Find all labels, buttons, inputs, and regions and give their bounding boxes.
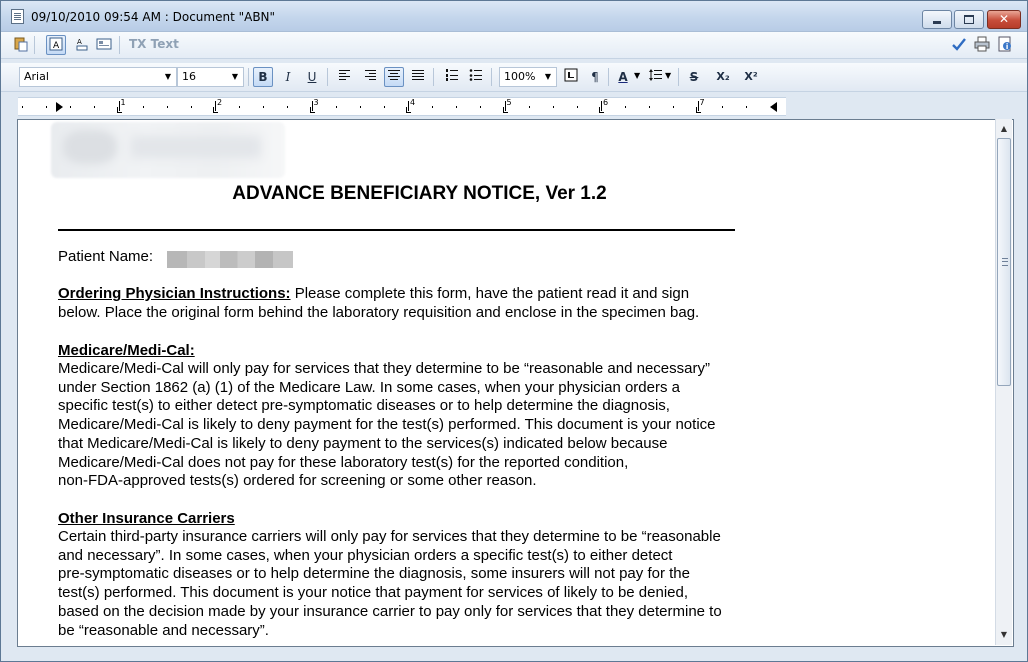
first-indent-marker[interactable] bbox=[56, 102, 63, 112]
align-right-icon[interactable] bbox=[360, 67, 380, 87]
ruler-dot bbox=[673, 106, 674, 108]
ruler-dot bbox=[625, 106, 626, 108]
paste-icon[interactable] bbox=[11, 35, 31, 55]
ruler-dot bbox=[94, 106, 95, 108]
align-justify-icon[interactable] bbox=[408, 67, 428, 87]
text-box-icon[interactable] bbox=[46, 35, 66, 55]
ruler-number: 3 bbox=[313, 98, 319, 107]
other-insurance-body: Certain third-party insurance carriers will only pay for services that they determine to be “reasonable and necessary”. In some cases, when your physician orders a specific test(s) to either detect pre-symptomatic diseases or to help determine the diagnosis, some insurers will not pay for the test(s) performed. This document is your notice that payment for services of likely to be denied, based on the decision made by your insurance carrier to pay only for services that they determine to be “reasonable and necessary”. bbox=[58, 528, 722, 639]
ruler-number: 4 bbox=[410, 98, 416, 107]
other-insurance-heading: Other Insurance Carriers bbox=[58, 510, 235, 527]
horizontal-ruler[interactable] bbox=[18, 97, 786, 116]
ruler-dot bbox=[239, 106, 240, 108]
document-editor[interactable] bbox=[17, 119, 1014, 647]
image-icon[interactable] bbox=[94, 35, 114, 55]
chevron-down-icon[interactable]: ▼ bbox=[634, 71, 641, 80]
ruler-dot bbox=[722, 106, 723, 108]
ruler-dot bbox=[360, 106, 361, 108]
toolbar-separator bbox=[34, 36, 35, 54]
window-title: 09/10/2010 09:54 AM : Document "ABN" bbox=[31, 10, 276, 24]
zoom-value: 100% bbox=[504, 70, 536, 83]
tab-stop-marker[interactable] bbox=[696, 107, 701, 113]
chevron-down-icon: ▼ bbox=[164, 72, 172, 81]
ruler-number: 2 bbox=[217, 98, 223, 107]
ruler-dot bbox=[746, 106, 747, 108]
page-frame-icon[interactable] bbox=[561, 67, 581, 87]
font-family-value: Arial bbox=[24, 70, 49, 83]
subscript-button[interactable]: X₂ bbox=[716, 70, 730, 83]
align-center-icon[interactable] bbox=[384, 67, 404, 87]
tx-text-label: TX Text bbox=[129, 37, 179, 51]
patient-name-label: Patient Name: bbox=[58, 248, 154, 265]
toolbar-separator bbox=[678, 68, 679, 86]
scroll-up-icon[interactable]: ▲ bbox=[1000, 124, 1008, 133]
main-toolbar bbox=[1, 32, 1027, 59]
close-icon: ✕ bbox=[998, 12, 1010, 26]
ruler-dot bbox=[456, 106, 457, 108]
line-spacing-icon[interactable] bbox=[646, 67, 666, 87]
ruler-dot bbox=[167, 106, 168, 108]
right-indent-marker[interactable] bbox=[770, 102, 777, 112]
ruler-dot bbox=[649, 106, 650, 108]
ruler-dot bbox=[191, 106, 192, 108]
chevron-down-icon: ▼ bbox=[231, 72, 239, 81]
maximize-icon bbox=[955, 11, 983, 28]
close-button[interactable] bbox=[987, 10, 1021, 29]
bold-button[interactable]: B bbox=[253, 67, 273, 87]
ruler-dot bbox=[22, 106, 23, 108]
ruler-number: 1 bbox=[120, 98, 126, 107]
ordering-body: Please complete this form, have the patient read it and sign below. Place the original form behind the laboratory requisition and enclose in the specimen bag. bbox=[58, 285, 700, 321]
pilcrow-button[interactable]: ¶ bbox=[591, 70, 599, 84]
medicare-body: Medicare/Medi-Cal will only pay for services that they determine to be “reasonable and necessary” under Section 1862 (a) (1) of the Medicare Law. In some cases, when your physician orders a specific test(s) to either detect pre-symptomatic diseases or to help determine the diagnosis, Medicare/Medi-Cal is likely to deny payment for the test(s) performed. This document is your notice that Medicare/Medi-Cal is likely to deny payment to the services(s) indicated below because Medicare/Medi-Cal does not pay for these laboratory test(s) for the reported condition, non-FDA-approved tests(s) ordered for screening or some other reason. bbox=[58, 360, 716, 490]
scroll-down-icon[interactable]: ▼ bbox=[1000, 630, 1008, 639]
tab-stop-marker[interactable] bbox=[599, 107, 604, 113]
scroll-grip-icon bbox=[1002, 258, 1008, 266]
title-bar[interactable] bbox=[1, 1, 1027, 32]
redacted-patient-name bbox=[167, 251, 293, 268]
chevron-down-icon[interactable]: ▼ bbox=[665, 71, 672, 80]
font-size-value: 16 bbox=[182, 70, 196, 83]
zoom-select[interactable] bbox=[499, 67, 557, 87]
checkmark-icon[interactable] bbox=[949, 35, 969, 55]
ruler-dot bbox=[480, 106, 481, 108]
toolbar-separator bbox=[327, 68, 328, 86]
strikethrough-button[interactable]: S bbox=[689, 70, 699, 84]
ruler-dot bbox=[577, 106, 578, 108]
ruler-number: 7 bbox=[699, 98, 705, 107]
font-family-select[interactable] bbox=[19, 67, 177, 87]
tab-stop-marker[interactable] bbox=[406, 107, 411, 113]
tab-stop-marker[interactable] bbox=[503, 107, 508, 113]
tab-stop-marker[interactable] bbox=[213, 107, 218, 113]
chevron-down-icon: ▼ bbox=[544, 72, 552, 81]
svg-text:A: A bbox=[53, 41, 60, 51]
blurred-logo bbox=[51, 122, 285, 178]
align-left-icon[interactable] bbox=[335, 67, 355, 87]
ruler-dot bbox=[384, 106, 385, 108]
ordering-heading: Ordering Physician Instructions: bbox=[58, 285, 291, 302]
ruler-dot bbox=[432, 106, 433, 108]
tab-stop-marker[interactable] bbox=[310, 107, 315, 113]
ruler-dot bbox=[70, 106, 71, 108]
format-toolbar bbox=[1, 63, 1027, 92]
ruler-dot bbox=[287, 106, 288, 108]
info-icon[interactable] bbox=[995, 35, 1015, 55]
text-fit-icon[interactable] bbox=[72, 35, 92, 55]
ruler-dot bbox=[529, 106, 530, 108]
maximize-button[interactable] bbox=[954, 10, 984, 29]
toolbar-separator bbox=[433, 68, 434, 86]
minimize-button[interactable] bbox=[922, 10, 952, 29]
ruler-dot bbox=[263, 106, 264, 108]
italic-button[interactable]: I bbox=[285, 70, 291, 84]
toolbar-separator bbox=[608, 68, 609, 86]
ruler-dot bbox=[553, 106, 554, 108]
font-size-select[interactable] bbox=[177, 67, 244, 87]
title-divider bbox=[58, 229, 735, 231]
numbered-list-icon[interactable] bbox=[442, 67, 462, 87]
medicare-heading: Medicare/Medi-Cal: bbox=[58, 342, 195, 359]
ordering-instructions-paragraph bbox=[58, 285, 818, 322]
bullet-list-icon[interactable] bbox=[466, 67, 486, 87]
toolbar-separator bbox=[491, 68, 492, 86]
svg-text:A: A bbox=[77, 38, 82, 46]
scroll-thumb[interactable] bbox=[997, 138, 1011, 386]
font-color-button[interactable]: A bbox=[618, 70, 628, 84]
ruler-dot bbox=[336, 106, 337, 108]
document-icon bbox=[11, 9, 24, 24]
vertical-scrollbar[interactable] bbox=[995, 119, 1012, 645]
ruler-dot bbox=[143, 106, 144, 108]
toolbar-separator bbox=[119, 36, 120, 54]
document-title: ADVANCE BENEFICIARY NOTICE, Ver 1.2 bbox=[232, 183, 607, 204]
print-icon[interactable] bbox=[972, 35, 992, 55]
ruler-dot bbox=[46, 106, 47, 108]
ruler-number: 6 bbox=[603, 98, 609, 107]
tab-stop-marker[interactable] bbox=[117, 107, 122, 113]
minimize-icon bbox=[923, 11, 951, 28]
superscript-button[interactable]: X² bbox=[744, 70, 758, 83]
underline-button[interactable]: U bbox=[307, 70, 317, 84]
ruler-number: 5 bbox=[506, 98, 512, 107]
toolbar-separator bbox=[248, 68, 249, 86]
